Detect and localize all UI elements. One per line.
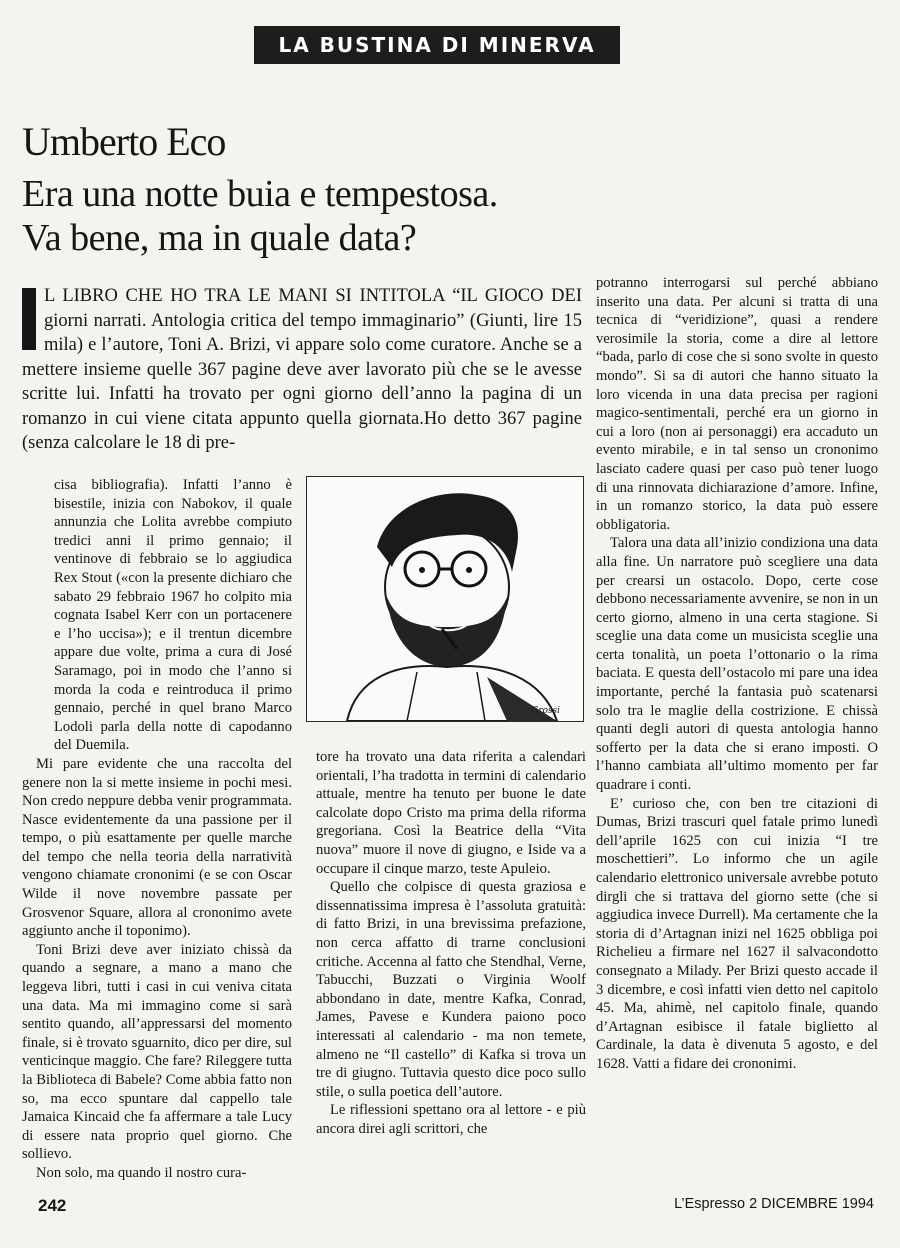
paragraph: Non solo, ma quando il nostro cura- bbox=[36, 1164, 247, 1181]
title-line-2: Va bene, ma in quale data? bbox=[22, 217, 417, 259]
author-name: Umberto Eco bbox=[22, 119, 226, 164]
artist-signature: Grossi bbox=[531, 706, 561, 716]
issue-date: 2 DICEMBRE 1994 bbox=[749, 1196, 874, 1212]
column-2 bbox=[316, 748, 586, 1138]
paragraph: Le riflessioni spettano ora al lettore - e più ancora direi agli scrittori, che bbox=[316, 1102, 586, 1137]
paragraph: Toni Brizi deve aver iniziato chissà da quando a segnare, a mano a mano che leggeva libri, tutti i casi in cui veniva citata una data. Ma mi immagino come si sarà sentito quando, all’appressarsi del momento finale, si è trovato sguarnito, dico per dire, sul venticinque maggio. Che fare? Rileggere tutta la Biblioteca di Babele? Come abbia fatto non so, ma ecco spuntare dal cappello tale Jamaica Kincaid che fa affermare a tale Lucy di essere nata proprio quel giorno. Che sollievo. bbox=[22, 941, 292, 1163]
paragraph: potranno interrogarsi sul perché abbiano inserito una data. Per alcuni si tratta di una tecnica di “veridizione”, quasi a rendere verosimile la storia, come a dire al lettore “bada, parlo di cose che si sono svolte in questo mondo”. Si sa di autori che hanno situato la loro vicenda in una data precisa per ragioni magico-sentimentali, perché era un giorno in cui a loro (non ai personaggi) era accaduto un evento mirabile, e in tal senso un crononimo lasciato cadere quasi per caso può tener luogo di una rinnovata dichiarazione d’amore. Infine, in un romanzo storico, la data può essere obbligatoria. bbox=[596, 275, 878, 533]
title-line-1: Era una notte buia e tempestosa. bbox=[22, 173, 498, 215]
publication-info bbox=[674, 1196, 874, 1212]
paragraph: tore ha trovato una data riferita a calendari orientali, l’ha tradotta in termini di calendario attuale, mentre ha tenuto per buone le date calcolate dopo Cristo ma prima della riforma gregoriana. Così la Beatrice della “Vita nuova” muore il nove di giugno, e Iside va a occupare il cinque marzo, teste Apuleio. bbox=[316, 749, 586, 877]
article-title bbox=[22, 172, 498, 260]
column-1 bbox=[22, 476, 292, 1183]
column-rubric: LA BUSTINA DI MINERVA bbox=[254, 26, 620, 64]
jacket-lapel bbox=[407, 672, 485, 721]
paragraph: E’ curioso che, con ben tre citazioni di Dumas, Brizi trascuri quel fatale primo lunedì dell’aprile 1625 con cui inizia “I tre moschettieri”. Lo informo che un agile calendario elettronico universale avrebbe potuto dirgli che si trattava del giorno sette (che si aggiudica invece Durrell). Ma certamente che la storia di d’Artagnan inizi nel 1625 obbliga poi Richelieu a firmare nel 1627 il salvacondotto consegnato a Milady. Per Brizi questo accade il 3 dicembre, e così infatti vien detto nel capitolo 45. Ma, ahimè, nel capitolo finale, quando d’Artagnan esibisce il fatale biglietto al Cardinale, la data è divenuta 5 agosto, e del 1628. Vatti a fidare dei crononimi. bbox=[596, 795, 878, 1072]
hair-sketch bbox=[377, 493, 518, 572]
column-3 bbox=[596, 274, 878, 1074]
paragraph: Quello che colpisce di questa graziosa e dissennatissima impresa è l’assoluta gratuità: di fatto Brizi, in una brevissima prefazione, non cerca affatto di trarne conclusioni critiche. Accenna al fatto che Stendhal, Verne, Tabucchi, Buzzati o Virginia Woolf abbondano in date, mentre Kafka, Conrad, James, Pavese e Kundera paiono poco interessati al calendario - ma non temete, almeno ne “Il castello” di Kafka si trova un tre di giugno. Tuttavia questo dice poco sullo stile, o sulla poetica dell’autore. bbox=[316, 879, 586, 1100]
left-eye bbox=[419, 567, 425, 573]
paragraph: cisa bibliografia). Infatti l’anno è bisestile, inizia con Nabokov, il quale annunzia che Lolita avrebbe compiuto tredici anni il primo gennaio; il ventinove di febbraio se lo aggiudica Rex Stout («con la presente dichiaro che sabato 29 febbraio 1967 ho colpito mia cognata Isabel Kerr con un portacenere e l’ho uccisa»); e il trentun dicembre appare due volte, prima a cura di José Saramago, poi in modo che l’anno si morda la coda e reintroduca il primo gennaio, perché in quel brano Marco Lodoli parla della notte di capodanno del Duemila. bbox=[54, 477, 292, 754]
lead-text: L LIBRO CHE HO TRA LE MANI SI INTITOLA “IL GIOCO DEI giorni narrati. Antologia critica del tempo immaginario” (Giunti, lire 15 mila) e l’autore, Toni A. Brizi, vi appare solo come curatore. Anche se a mettere insieme quelle 367 pagine deve aver lavorato più che se le avesse scritte lui. Infatti ha trovato per ogni giorno dell’anno la pagina di un romanzo in cui viene citata appunto quella giornata.Ho detto 367 pagine (senza calcolare le 18 di pre- bbox=[22, 286, 582, 453]
caricature-drawing bbox=[307, 477, 583, 721]
drop-cap bbox=[22, 288, 36, 350]
beard bbox=[387, 597, 507, 667]
lead-paragraph bbox=[22, 284, 582, 456]
author-caricature bbox=[306, 476, 584, 722]
page-number: 242 bbox=[38, 1196, 67, 1215]
publication-name: L’Espresso bbox=[674, 1196, 746, 1212]
right-eye bbox=[466, 567, 472, 573]
paragraph: Mi pare evidente che una raccolta del genere non la si mette insieme in pochi mesi. Non credo neppure debba venir programmata. Nasce evidentemente da una passione per il tempo, o più esattamente per quelle marche del tempo che nella teoria della narratività vengono chiamate crononimi (e se con Oscar Wilde il nove novembre passate per Grosvenor Square, allora al crononimo avete aggiunto anche il toponimo). bbox=[22, 755, 292, 940]
paragraph: Talora una data all’inizio condiziona una data alla fine. Un narratore può scegliere una data per crearsi un ostacolo. Dopo, certe cose debbono necessariamente avvenire, se non in un certo giorno, almeno in una certa stagione. Si sceglie una data come un musicista sceglie una certa tonalità, un poeta l’ottonario o la rima baciata. E questa dell’ostacolo mi pare una idea importante, perché la fantasia può scatenarsi solo tra le maglie della costrizione. E chissà quanti degli autori di questa antologia hanno sofferto per la data che si erano imposti. O l’hanno cambiata all’ultimo momento per far quadrare i conti. bbox=[596, 535, 878, 794]
